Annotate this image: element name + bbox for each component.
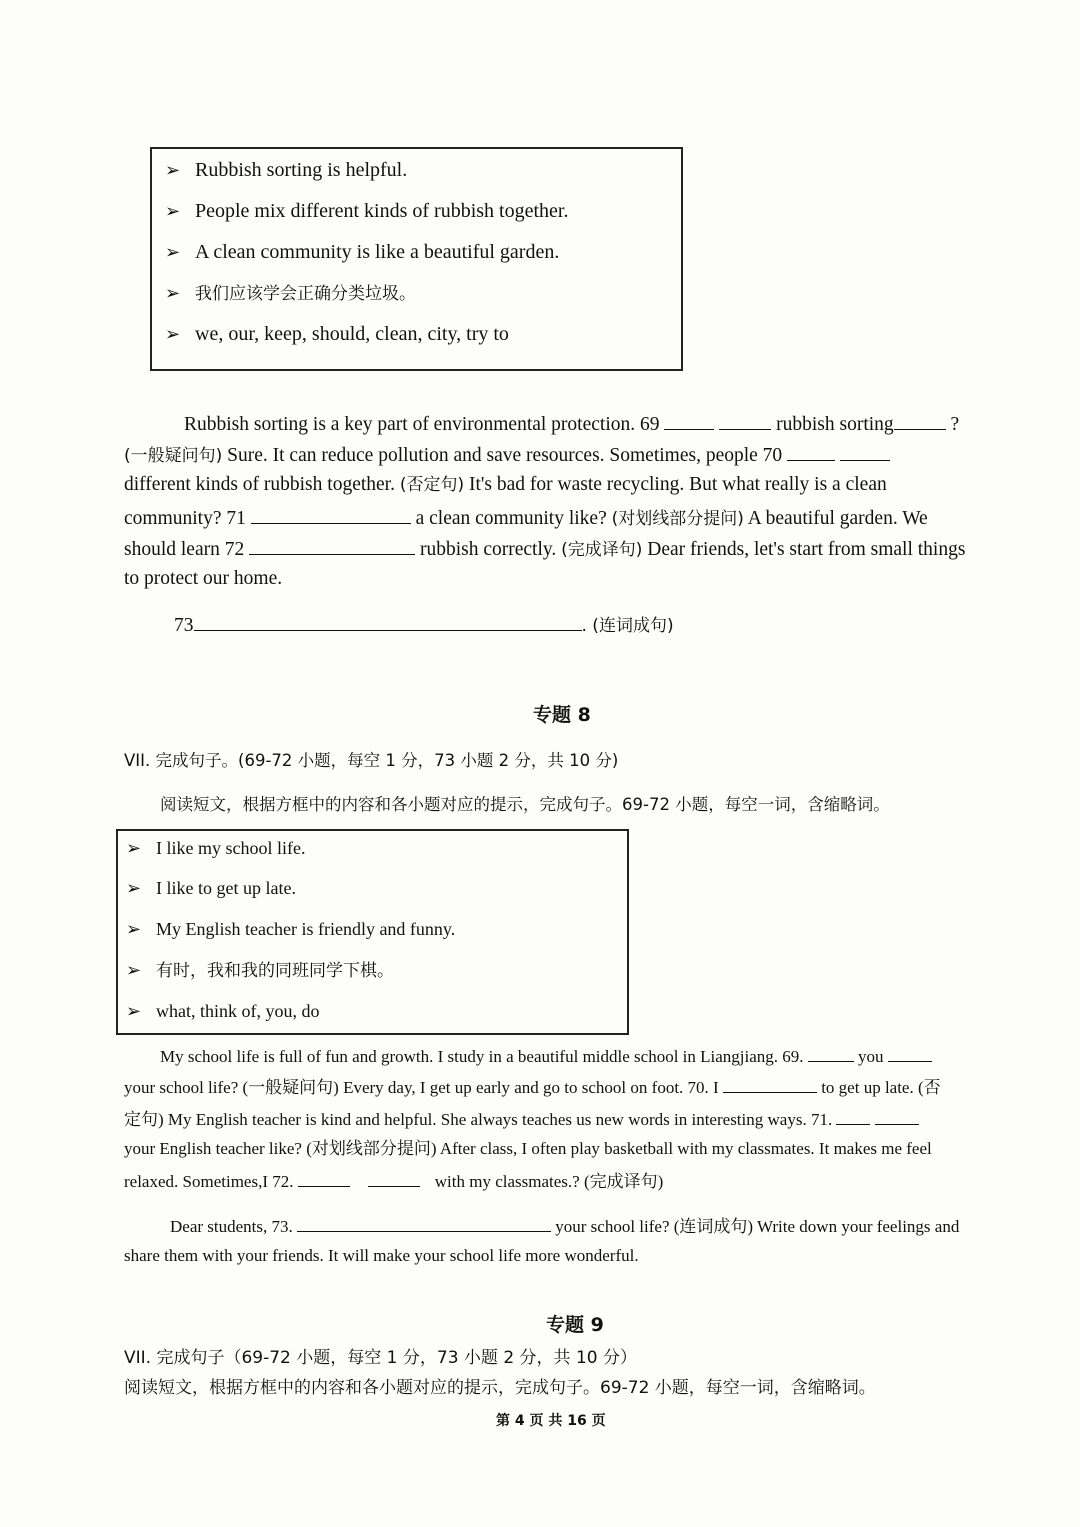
arrow-bullet-icon: ➢: [126, 838, 142, 859]
arrow-bullet-icon: ➢: [165, 283, 181, 304]
passage-line: community? 71 a clean community like? (对划线部分提问) A beautiful garden. We: [124, 505, 928, 531]
answer-blank-70a[interactable]: [787, 442, 835, 461]
hint-item: ➢ Rubbish sorting is helpful.: [165, 159, 408, 181]
arrow-bullet-icon: ➢: [126, 960, 142, 981]
passage-line: share them with your friends. It will make your school life more wonderful.: [124, 1246, 639, 1265]
hint-item: ➢ A clean community is like a beautiful garden.: [165, 241, 560, 263]
passage-line: 定句) My English teacher is kind and helpful. She always teaches us new words in interesting ways. 71.: [124, 1106, 919, 1132]
passage-line: Rubbish sorting is a key part of environmental protection. 69 rubbish sorting ?: [184, 411, 959, 437]
answer-blank-69a[interactable]: [808, 1043, 854, 1062]
answer-blank-70b[interactable]: [840, 442, 890, 461]
answer-blank-72a[interactable]: [298, 1168, 350, 1187]
arrow-bullet-icon: ➢: [126, 1001, 142, 1022]
passage-line: your English teacher like? (对划线部分提问) After class, I often play basketball with my classmates. It makes me feel: [124, 1139, 932, 1158]
passage-line: relaxed. Sometimes,I 72. with my classmates.? (完成译句): [124, 1168, 663, 1194]
passage-line: My school life is full of fun and growth. I study in a beautiful middle school in Liangjiang. 69. you: [160, 1043, 932, 1069]
arrow-bullet-icon: ➢: [165, 242, 181, 263]
passage-line: to protect our home.: [124, 568, 283, 589]
topic-9-instruction-head: VII. 完成句子（69-72 小题，每空 1 分，73 小题 2 分，共 10 分）: [124, 1348, 637, 1368]
answer-blank-69a[interactable]: [664, 411, 714, 430]
passage-line: different kinds of rubbish together. (否定句) It's bad for waste recycling. But what really is a clean: [124, 474, 887, 495]
arrow-bullet-icon: ➢: [165, 201, 181, 222]
answer-blank-70b[interactable]: [771, 1074, 817, 1093]
passage-line: (一般疑问句) Sure. It can reduce pollution and save resources. Sometimes, people 70: [124, 442, 890, 468]
topic-8-title: 专题 8: [533, 704, 591, 726]
answer-blank-72[interactable]: [249, 536, 415, 555]
passage-line: your school life? (一般疑问句) Every day, I get up early and go to school on foot. 70. I to get up late. (否: [124, 1074, 941, 1100]
answer-blank-69b[interactable]: [888, 1043, 932, 1062]
hint-item: ➢ I like to get up late.: [126, 878, 296, 899]
answer-blank-71[interactable]: [251, 505, 411, 524]
question-73: 73 . (连词成句): [174, 612, 674, 638]
topic-8-instruction-head: VII. 完成句子。(69-72 小题，每空 1 分，73 小题 2 分，共 10 分): [124, 751, 619, 770]
answer-blank-69b[interactable]: [719, 411, 771, 430]
topic-9-instruction-body: 阅读短文，根据方框中的内容和各小题对应的提示，完成句子。69-72 小题，每空一词，含缩略词。: [124, 1378, 876, 1398]
hint-item: ➢ 我们应该学会正确分类垃圾。: [165, 283, 416, 304]
hint-item: ➢ we, our, keep, should, clean, city, try to: [165, 323, 509, 345]
answer-blank-69c[interactable]: [894, 411, 946, 430]
hint-item: ➢ what, think of, you, do: [126, 1001, 320, 1022]
hint-item: ➢ I like my school life.: [126, 838, 306, 859]
hint-item: ➢ People mix different kinds of rubbish together.: [165, 200, 569, 222]
page-number: 第 4 页 共 16 页: [496, 1413, 606, 1429]
passage-line: Dear students, 73. your school life? (连词成句) Write down your feelings and: [170, 1213, 959, 1239]
arrow-bullet-icon: ➢: [165, 324, 181, 345]
hint-item: ➢ 有时，我和我的同班同学下棋。: [126, 960, 394, 981]
hint-item: ➢ My English teacher is friendly and funny.: [126, 919, 456, 940]
answer-blank-70a[interactable]: [723, 1074, 771, 1093]
arrow-bullet-icon: ➢: [165, 160, 181, 181]
topic-8-instruction-body: 阅读短文，根据方框中的内容和各小题对应的提示，完成句子。69-72 小题，每空一词，含缩略词。: [160, 795, 890, 814]
arrow-bullet-icon: ➢: [126, 919, 142, 940]
answer-blank-73[interactable]: [297, 1213, 551, 1232]
arrow-bullet-icon: ➢: [126, 878, 142, 899]
answer-blank-73[interactable]: [194, 612, 582, 631]
passage-line: should learn 72 rubbish correctly. (完成译句) Dear friends, let's start from small things: [124, 536, 965, 562]
topic-9-title: 专题 9: [546, 1314, 604, 1336]
answer-blank-71b[interactable]: [875, 1106, 919, 1125]
answer-blank-71a[interactable]: [836, 1106, 870, 1125]
answer-blank-72b[interactable]: [368, 1168, 420, 1187]
